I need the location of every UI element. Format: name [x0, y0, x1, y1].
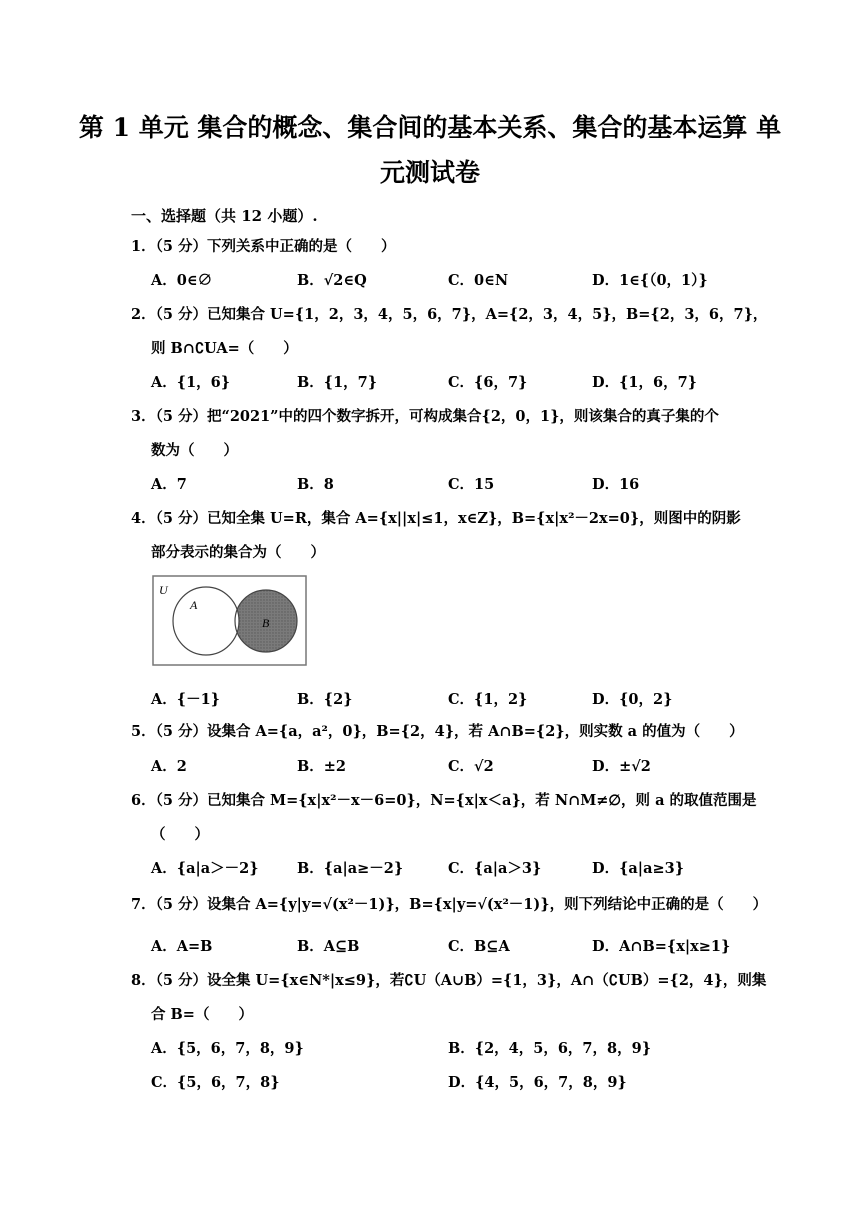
- q4-option-b: B．{2}: [297, 691, 353, 708]
- q8-option-c: C．{5，6，7，8}: [151, 1074, 280, 1091]
- question-6-line-1: 6．（5 分）已知集合 M={x|x²－x－6=0}，N={x|x＜a}，若 N∩M≠∅，则 a 的取值范围是: [131, 792, 757, 809]
- question-7-line-1: 7．（5 分）设集合 A={y|y=√(x²－1)}，B={x|y=√(x²－1)}，则下列结论中正确的是（ ）: [131, 896, 768, 913]
- q7-option-b: B．A⊆B: [297, 938, 360, 955]
- q8-option-d: D．{4，5，6，7，8，9}: [448, 1074, 627, 1091]
- q6-option-c: C．{a|a＞3}: [448, 860, 542, 877]
- q4-option-c: C．{1，2}: [448, 691, 528, 708]
- question-3-line-1: 3．（5 分）把“2021”中的四个数字拆开，可构成集合{2，0，1}，则该集合的真子集的个: [131, 408, 719, 425]
- q3-option-a: A．7: [151, 476, 187, 493]
- question-4-line-1: 4．（5 分）已知全集 U=R，集合 A={x||x|≤1，x∈Z}，B={x|x²－2x=0}，则图中的阴影: [131, 510, 741, 527]
- question-5-line-1: 5．（5 分）设集合 A={a，a²，0}，B={2，4}，若 A∩B={2}，则实数 a 的值为（ ）: [131, 723, 744, 740]
- question-8-line-2: 合 B=（ ）: [151, 1006, 253, 1023]
- q5-option-c: C．√2: [448, 758, 494, 775]
- q8-option-a: A．{5，6，7，8，9}: [151, 1040, 304, 1057]
- question-2-line-1: 2．（5 分）已知集合 U={1，2，3，4，5，6，7}，A={2，3，4，5}，B={2，3，6，7}，: [131, 306, 768, 323]
- section-heading: 一、选择题（共 12 小题）.: [131, 207, 318, 225]
- q7-option-c: C．B⊆A: [448, 938, 510, 955]
- label-a: A: [190, 598, 198, 612]
- q1-option-d: D．1∈{（0，1）}: [592, 272, 708, 289]
- question-3-line-2: 数为（ ）: [151, 442, 238, 459]
- q3-option-d: D．16: [592, 476, 640, 493]
- page-title-line-1: 第 1 单元 集合的概念、集合间的基本关系、集合的基本运算 单: [78, 113, 782, 142]
- question-4-line-2: 部分表示的集合为（ ）: [151, 544, 325, 561]
- q7-option-d: D．A∩B={x|x≥1}: [592, 938, 731, 955]
- q8-option-b: B．{2，4，5，6，7，8，9}: [448, 1040, 652, 1057]
- question-2-line-2: 则 B∩∁UA=（ ）: [151, 340, 298, 357]
- q2-option-d: D．{1，6，7}: [592, 374, 697, 391]
- q4-option-a: A．{－1}: [151, 691, 220, 708]
- q4-option-d: D．{0，2}: [592, 691, 673, 708]
- q1-option-b: B．√2∈Q: [297, 272, 367, 289]
- q3-option-b: B．8: [297, 476, 334, 493]
- q2-option-c: C．{6，7}: [448, 374, 528, 391]
- q2-option-a: A．{1，6}: [151, 374, 231, 391]
- venn-diagram: [152, 575, 308, 667]
- q5-option-d: D．±√2: [592, 758, 651, 775]
- q6-option-b: B．{a|a≥－2}: [297, 860, 404, 877]
- q6-option-d: D．{a|a≥3}: [592, 860, 685, 877]
- question-6-line-2: （ ）: [151, 826, 209, 843]
- q6-option-a: A．{a|a＞－2}: [151, 860, 259, 877]
- q3-option-c: C．15: [448, 476, 495, 493]
- label-u: U: [159, 583, 168, 597]
- question-8-line-1: 8．（5 分）设全集 U={x∈N*|x≤9}，若∁U（A∪B）={1，3}，A∩（∁UB）={2，4}，则集: [131, 972, 767, 989]
- q5-option-b: B．±2: [297, 758, 346, 775]
- q5-option-a: A．2: [151, 758, 187, 775]
- label-b: B: [262, 616, 270, 630]
- question-1-line-1: 1．（5 分）下列关系中正确的是（ ）: [131, 238, 396, 255]
- q1-option-a: A．0∈∅: [151, 272, 213, 289]
- q7-option-a: A．A=B: [151, 938, 213, 955]
- q1-option-c: C．0∈N: [448, 272, 509, 289]
- q2-option-b: B．{1，7}: [297, 374, 378, 391]
- page-title-line-2: 元测试卷: [379, 158, 480, 187]
